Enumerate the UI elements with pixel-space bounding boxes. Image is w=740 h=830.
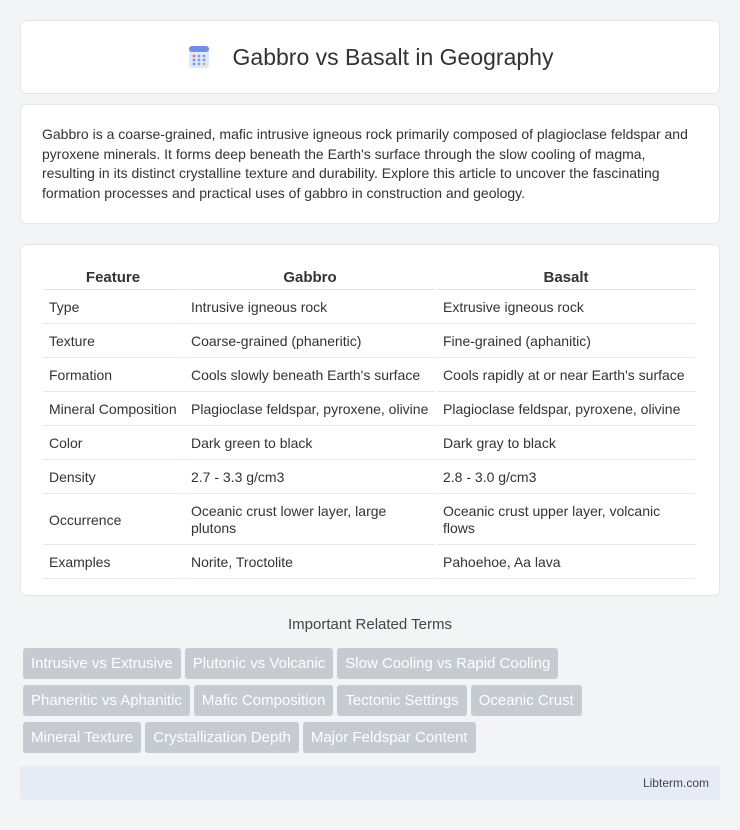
- calculator-icon: [187, 45, 211, 69]
- header-basalt: Basalt: [437, 265, 695, 290]
- row-gabbro: Dark green to black: [185, 428, 435, 460]
- footer-site-link[interactable]: Libterm.com: [642, 776, 709, 790]
- row-gabbro: Norite, Troctolite: [185, 547, 435, 579]
- row-feature: Color: [43, 428, 183, 460]
- table-row: [43, 292, 695, 324]
- row-feature: Density: [43, 462, 183, 494]
- related-term-tag[interactable]: Crystallization Depth: [145, 722, 299, 753]
- row-feature: Type: [43, 292, 183, 324]
- related-term-tag[interactable]: Plutonic vs Volcanic: [185, 648, 334, 679]
- header-feature: Feature: [43, 265, 183, 290]
- row-gabbro: Coarse-grained (phaneritic): [185, 326, 435, 358]
- page-title: Gabbro vs Basalt in Geography: [232, 43, 554, 70]
- row-basalt: Pahoehoe, Aa lava: [437, 547, 695, 579]
- related-term-tag[interactable]: Oceanic Crust: [471, 685, 582, 716]
- row-feature: Texture: [43, 326, 183, 358]
- intro-text: Gabbro is a coarse-grained, mafic intrusive igneous rock primarily composed of plagioclase feldspar and pyroxene minerals. It forms deep beneath the Earth's surface through the slow cooling of magma, resulting in its distinct crystalline texture and durability. Explore this article to uncover the fascinating formation processes and practical uses of gabbro in construction and geology.: [42, 126, 688, 201]
- title-card: [20, 20, 720, 94]
- row-feature: Mineral Composition: [43, 394, 183, 426]
- table-header-row: [43, 265, 695, 290]
- table-row: [43, 394, 695, 426]
- comparison-card: [20, 244, 720, 596]
- row-gabbro: Cools slowly beneath Earth's surface: [185, 360, 435, 392]
- row-feature: Occurrence: [43, 496, 183, 545]
- related-term-tag[interactable]: Slow Cooling vs Rapid Cooling: [337, 648, 558, 679]
- table-row: [43, 326, 695, 358]
- related-term-tag[interactable]: Mafic Composition: [194, 685, 333, 716]
- table-row: [43, 462, 695, 494]
- related-term-tag[interactable]: Mineral Texture: [23, 722, 141, 753]
- footer: [20, 766, 720, 800]
- related-term-tag[interactable]: Phaneritic vs Aphanitic: [23, 685, 190, 716]
- table-row: [43, 428, 695, 460]
- related-term-tag[interactable]: Major Feldspar Content: [303, 722, 476, 753]
- header-gabbro: Gabbro: [185, 265, 435, 290]
- table-row: [43, 547, 695, 579]
- row-feature: Formation: [43, 360, 183, 392]
- comparison-table: [41, 263, 697, 581]
- row-basalt: Cools rapidly at or near Earth's surface: [437, 360, 695, 392]
- intro-card: [20, 104, 720, 224]
- row-feature: Examples: [43, 547, 183, 579]
- row-basalt: Extrusive igneous rock: [437, 292, 695, 324]
- table-row: [43, 360, 695, 392]
- row-basalt: Fine-grained (aphanitic): [437, 326, 695, 358]
- related-terms-title: Important Related Terms: [288, 616, 452, 633]
- related-term-tag[interactable]: Tectonic Settings: [337, 685, 466, 716]
- related-term-tag[interactable]: Intrusive vs Extrusive: [23, 648, 181, 679]
- row-gabbro: Oceanic crust lower layer, large plutons: [185, 496, 435, 545]
- row-gabbro: 2.7 - 3.3 g/cm3: [185, 462, 435, 494]
- table-row: [43, 496, 695, 545]
- related-terms-list: [23, 648, 723, 759]
- row-basalt: Oceanic crust upper layer, volcanic flows: [437, 496, 695, 545]
- row-gabbro: Plagioclase feldspar, pyroxene, olivine: [185, 394, 435, 426]
- row-basalt: Dark gray to black: [437, 428, 695, 460]
- row-basalt: 2.8 - 3.0 g/cm3: [437, 462, 695, 494]
- row-basalt: Plagioclase feldspar, pyroxene, olivine: [437, 394, 695, 426]
- row-gabbro: Intrusive igneous rock: [185, 292, 435, 324]
